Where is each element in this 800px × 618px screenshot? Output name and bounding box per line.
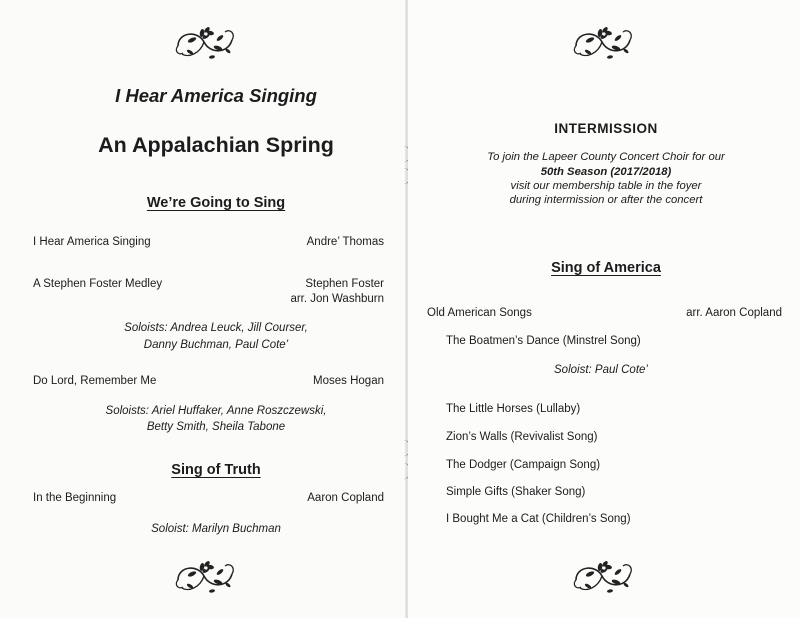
piece-title: In the Beginning [33,492,117,504]
membership-note-line: To join the Lapeer County Concert Choir for our [487,151,725,163]
membership-note-line: visit our membership table in the foyer [510,180,702,192]
floral-ornament-icon [170,24,242,64]
soloists-line: Betty Smith, Sheila Tabone [146,421,286,433]
piece-credit: Stephen Foster [305,278,384,290]
floral-ornament-icon [170,558,242,598]
piece-title: Old American Songs [427,307,532,319]
floral-ornament-icon [568,558,640,598]
season-line: 50th Season (2017/2018) [540,166,672,178]
song-title: The Dodger (Campaign Song) [446,459,601,471]
soloist-line: Soloist: Paul Cote’ [554,364,648,376]
program-subtitle: An Appalachian Spring [98,133,334,157]
song-title: Simple Gifts (Shaker Song) [446,486,586,498]
piece-credit: Aaron Copland [307,492,384,504]
piece-title: A Stephen Foster Medley [33,278,163,290]
section-heading-going-to-sing: We’re Going to Sing [146,195,286,211]
piece-arranger: arr. Jon Washburn [290,293,384,305]
section-heading-sing-of-america: Sing of America [551,260,661,276]
soloist-line: Soloist: Marilyn Buchman [151,523,281,535]
program-title: I Hear America Singing [115,85,317,106]
piece-credit: arr. Aaron Copland [686,307,782,319]
piece-title: Do Lord, Remember Me [33,375,157,387]
song-title: The Boatmen’s Dance (Minstrel Song) [446,335,641,347]
song-title: Zion’s Walls (Revivalist Song) [446,431,598,443]
intermission-heading: INTERMISSION [554,121,658,136]
floral-ornament-icon [568,24,640,64]
membership-note-line: during intermission or after the concert [509,194,703,206]
section-heading-sing-of-truth: Sing of Truth [171,462,261,478]
soloists-line: Danny Buchman, Paul Cote’ [143,339,289,351]
song-title: The Little Horses (Lullaby) [446,403,581,415]
soloists-line: Soloists: Ariel Huffaker, Anne Roszczewski, [105,405,327,417]
piece-title: I Hear America Singing [33,236,151,248]
piece-credit: Moses Hogan [313,375,384,387]
soloists-line: Soloists: Andrea Leuck, Jill Courser, [124,322,308,334]
right-page [408,0,800,618]
piece-credit: Andre’ Thomas [306,236,384,248]
song-title: I Bought Me a Cat (Children’s Song) [446,513,631,525]
